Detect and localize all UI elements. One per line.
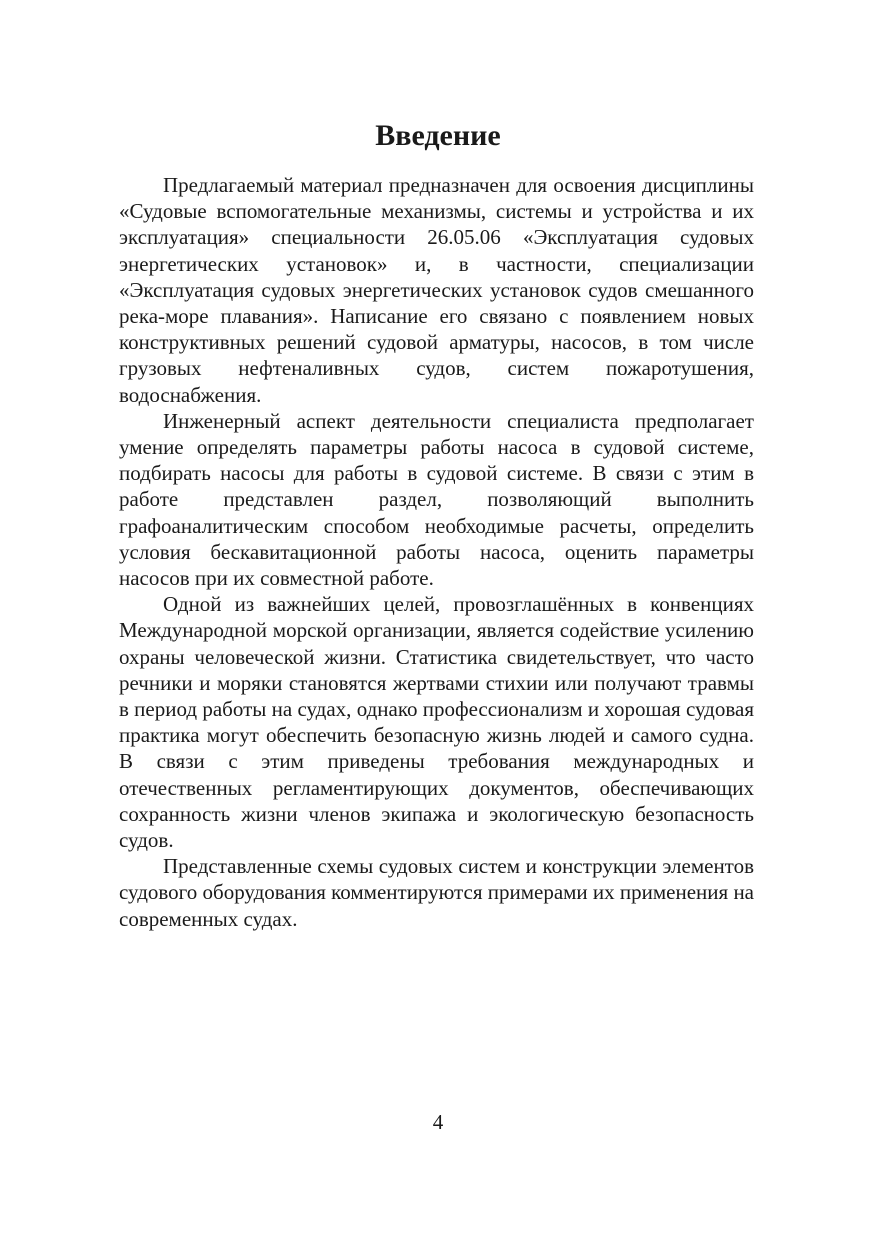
page-number: 4 [432, 1110, 444, 1134]
paragraph-safety-goals: Одной из важнейших целей, провозглашённых в конвенциях Международной морской организации, является содействие усилению охраны человеческой жизни. Статистика свидетельствует, что часто речники и моряки становятся жертвами стихии или получают травмы в период работы на судах, однако профессионализм и хорошая судовая практика могут обеспечить безопасную жизнь людей и самого судна. В связи с этим приведены требования международных и отечественных регламентирующих документов, обеспечивающих сохранность жизни членов экипажа и экологическую безопасность судов. [119, 592, 754, 853]
page-title: Введение [375, 119, 501, 152]
paragraph-engineering-aspect: Инженерный аспект деятельности специалиста предполагает умение определять параметры работы насоса в судовой системе, подбирать насосы для работы в судовой системе. В связи с этим в работе представлен раздел, позволяющий выполнить графоаналитическим способом необходимые расчеты, определить условия бескавитационной работы насоса, оценить параметры насосов при их совместной работе. [119, 408, 754, 591]
document-body [119, 172, 754, 932]
paragraph-purpose: Предлагаемый материал предназначен для освоения дисциплины «Судовые вспомогательные механизмы, системы и устройства и их эксплуатация» специальности 26.05.06 «Эксплуатация судовых энергетических установок» и, в частности, специализации «Эксплуатация судовых энергетических установок судов смешанного река-море плавания». Написание его связано с появлением новых конструктивных решений судовой арматуры, насосов, в том числе грузовых нефтеналивных судов, систем пожаротушения, водоснабжения. [119, 173, 754, 407]
paragraph-schemes: Представленные схемы судовых систем и конструкции элементов судового оборудования комментируются примерами их применения на современных судах. [119, 854, 754, 931]
